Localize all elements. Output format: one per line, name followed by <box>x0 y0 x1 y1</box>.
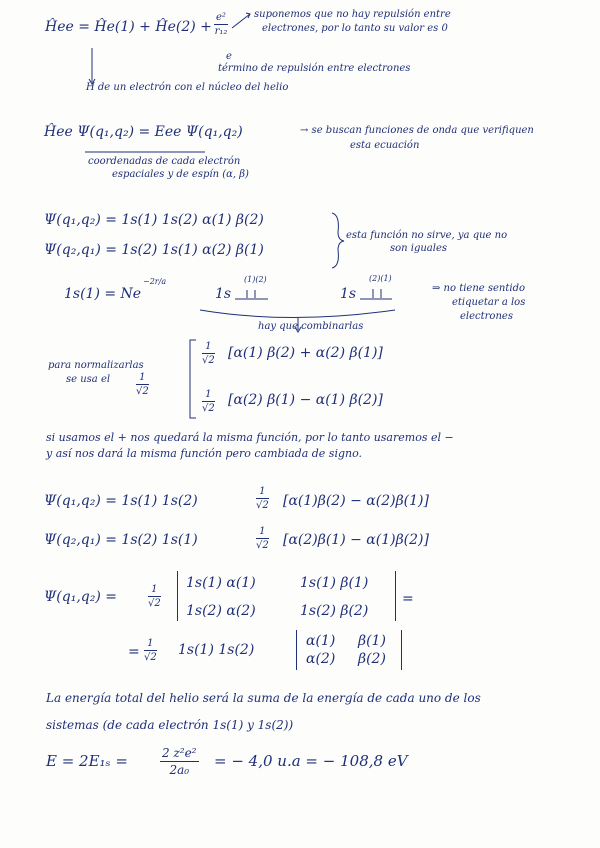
eq6-line2-a: Ψ(q₂,q₁) = 1s(2) 1s(1) <box>44 532 198 548</box>
eq4-note-line1: ⇒ no tiene sentido <box>432 283 525 294</box>
eq5-row2-frac-den: √2 <box>202 403 215 414</box>
eq5-side-line1: para normalizarlas <box>48 360 144 371</box>
eq1-note-line1: suponemos que no hay repulsión entre <box>254 9 451 20</box>
eq4-combine-label: hay que combinarlas <box>258 321 364 332</box>
eq6-line2-frac <box>256 526 269 551</box>
orbital2-label: 1s <box>340 286 357 302</box>
eq6-line1-frac-num: 1 <box>256 486 269 499</box>
combine-curve <box>200 310 395 318</box>
det2-a11: α(1) <box>306 633 336 649</box>
eq7-frac2 <box>144 638 157 663</box>
det1-a11: 1s(1) α(1) <box>186 575 256 591</box>
eq1-label-repulsion: término de repulsión entre electrones <box>218 63 411 74</box>
eq7-equals-2: = <box>128 644 140 660</box>
brace-eq3 <box>332 213 344 268</box>
para1-line2: y así nos dará la misma función pero cambiada de signo. <box>46 447 363 460</box>
eq5-row1-frac-num: 1 <box>202 341 215 354</box>
eq1-note-line2: electrones, por lo tanto su valor es 0 <box>262 23 448 34</box>
eq4-note-line2: etiquetar a los <box>452 297 526 308</box>
det1-a12: 1s(1) β(1) <box>300 575 369 591</box>
eq7-frac2-den: √2 <box>144 652 157 663</box>
eq6-line2-frac-num: 1 <box>256 526 269 539</box>
det1-right-bar <box>395 571 396 621</box>
orbital2-top: (2)(1) <box>369 274 392 283</box>
eq1-label-e: e <box>226 51 232 62</box>
eq6-line1-b: [α(1)β(2) − α(2)β(1)] <box>283 493 429 509</box>
eq6-line1-frac <box>256 486 269 511</box>
bracket-eq5 <box>190 340 196 418</box>
det1-left-bar <box>177 571 178 621</box>
eq3-line2: Ψ(q₂,q₁) = 1s(2) 1s(1) α(2) β(1) <box>44 242 264 258</box>
eq4-1s-def: 1s(1) = Ne <box>64 286 142 302</box>
det2-a21: α(2) <box>306 651 336 667</box>
eq3-line1: Ψ(q₁,q₂) = 1s(1) 1s(2) α(1) β(2) <box>44 212 264 228</box>
eq2-arrow-note-1: → se buscan funciones de onda que verifiquen <box>300 125 534 136</box>
eq1-den: r₁₂ <box>214 26 228 37</box>
det2-a12: β(1) <box>358 633 386 649</box>
eq4-exponent: −2r/a <box>143 277 167 286</box>
eq5-side-frac <box>136 372 149 397</box>
para2-line2: sistemas (de cada electrón 1s(1) y 1s(2)) <box>46 718 294 732</box>
eq5-row1-frac-den: √2 <box>202 355 215 366</box>
eq6-line1-frac-den: √2 <box>256 500 269 511</box>
eq8-num: 2 z²e² <box>162 746 197 760</box>
eq5-row1-frac <box>202 341 215 366</box>
eq5-row2: [α(2) β(1) − α(1) β(2)] <box>228 392 383 408</box>
para1-line1: si usamos el + nos quedará la misma función, por lo tanto usaremos el − <box>46 431 454 444</box>
eq5-row2-frac-num: 1 <box>202 389 215 402</box>
eq7-equals: = <box>402 591 414 607</box>
eq8-den: 2a₀ <box>169 763 190 777</box>
eq5-side-frac-num: 1 <box>136 372 149 385</box>
eq4-note-line3: electrones <box>460 311 513 322</box>
det1-a22: 1s(2) β(2) <box>300 603 369 619</box>
eq7-frac1 <box>148 584 161 609</box>
eq3-note-line1: esta función no sirve, ya que no <box>346 230 508 241</box>
arrow-note-repulsion <box>232 14 250 28</box>
eq1-num: e² <box>216 12 226 23</box>
det2-right-bar <box>401 630 402 670</box>
orbital1-top: (1)(2) <box>244 275 267 284</box>
orbital1-label: 1s <box>215 286 232 302</box>
eq6-line1-a: Ψ(q₁,q₂) = 1s(1) 1s(2) <box>44 493 198 509</box>
det2-left-bar <box>296 630 297 670</box>
eq7-mid: 1s(1) 1s(2) <box>178 642 255 658</box>
eq7-frac1-den: √2 <box>148 598 161 609</box>
eq5-row2-frac <box>202 389 215 414</box>
eq1-lhs: Ĥee = Ĥe(1) + Ĥe(2) + <box>45 19 212 35</box>
det1-a21: 1s(2) α(2) <box>186 603 256 619</box>
eq5-side-frac-den: √2 <box>136 386 149 397</box>
eq7-frac1-num: 1 <box>148 584 161 597</box>
eq3-note-line2: son iguales <box>390 243 448 254</box>
eq8-rhs: = − 4,0 u.a = − 108,8 eV <box>214 752 408 770</box>
eq2-equation: Ĥee Ψ(q₁,q₂) = Eee Ψ(q₁,q₂) <box>44 124 243 140</box>
eq2-coord-line1: coordenadas de cada electrón <box>88 156 241 167</box>
eq8-frac <box>160 746 199 777</box>
eq2-arrow-note-2: esta ecuación <box>350 140 420 151</box>
eq6-line2-frac-den: √2 <box>256 540 269 551</box>
eq6-line2-b: [α(2)β(1) − α(1)β(2)] <box>283 532 429 548</box>
eq7-frac2-num: 1 <box>144 638 157 651</box>
eq7-lhs: Ψ(q₁,q₂) = <box>44 589 117 605</box>
eq1-fraction <box>214 12 228 37</box>
det2-a22: β(2) <box>358 651 386 667</box>
eq1-label-nucleo: H de un electrón con el núcleo del helio <box>86 82 289 93</box>
eq8-lhs: E = 2E₁ₛ = <box>46 752 128 770</box>
eq5-row1: [α(1) β(2) + α(2) β(1)] <box>228 345 383 361</box>
eq2-coord-line2: espaciales y de espín (α, β) <box>112 169 249 180</box>
eq5-side-line2: se usa el <box>66 374 111 385</box>
para2-line1: La energía total del helio será la suma de la energía de cada uno de los <box>46 691 481 705</box>
